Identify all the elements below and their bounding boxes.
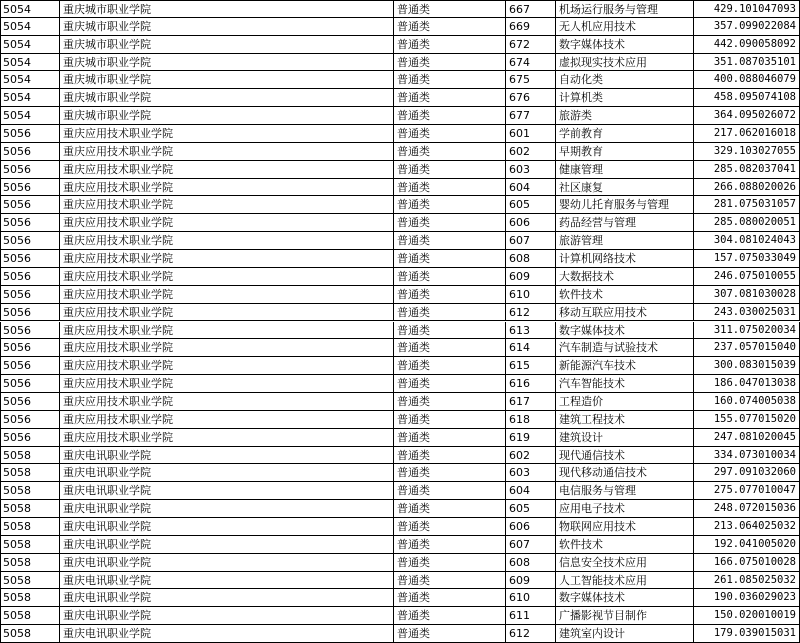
- school-code-cell: 5054: [0, 71, 60, 88]
- major-name-cell: 健康管理: [556, 161, 694, 178]
- score-cell: 217.062016018: [694, 125, 800, 142]
- major-code-cell: 607: [506, 232, 556, 249]
- major-code-cell: 603: [506, 161, 556, 178]
- major-code-cell: 605: [506, 196, 556, 213]
- major-name-cell: 数字媒体技术: [556, 322, 694, 339]
- table-row: [0, 143, 800, 161]
- major-code-cell: 609: [506, 572, 556, 589]
- school-name-cell: 重庆电讯职业学院: [60, 536, 394, 553]
- table-row: [0, 179, 800, 197]
- major-name-cell: 应用电子技术: [556, 500, 694, 517]
- major-name-cell: 旅游管理: [556, 232, 694, 249]
- school-code-cell: 5056: [0, 286, 60, 303]
- school-name-cell: 重庆城市职业学院: [60, 54, 394, 71]
- category-cell: 普通类: [394, 179, 506, 196]
- school-code-cell: 5058: [0, 572, 60, 589]
- score-cell: 458.095074108: [694, 89, 800, 106]
- table-row: [0, 268, 800, 286]
- major-code-cell: 617: [506, 393, 556, 410]
- major-code-cell: 604: [506, 482, 556, 499]
- major-code-cell: 602: [506, 447, 556, 464]
- major-name-cell: 计算机类: [556, 89, 694, 106]
- score-cell: 329.103027055: [694, 143, 800, 160]
- table-row: [0, 232, 800, 250]
- major-name-cell: 机场运行服务与管理: [556, 1, 694, 17]
- major-name-cell: 人工智能技术应用: [556, 572, 694, 589]
- major-name-cell: 新能源汽车技术: [556, 357, 694, 374]
- major-code-cell: 612: [506, 304, 556, 321]
- category-cell: 普通类: [394, 71, 506, 88]
- school-name-cell: 重庆应用技术职业学院: [60, 322, 394, 339]
- category-cell: 普通类: [394, 357, 506, 374]
- major-code-cell: 610: [506, 286, 556, 303]
- school-name-cell: 重庆应用技术职业学院: [60, 304, 394, 321]
- school-code-cell: 5056: [0, 375, 60, 392]
- major-code-cell: 618: [506, 411, 556, 428]
- score-cell: 243.030025031: [694, 304, 800, 321]
- category-cell: 普通类: [394, 589, 506, 606]
- school-name-cell: 重庆城市职业学院: [60, 107, 394, 124]
- table-row: [0, 286, 800, 304]
- table-row: [0, 554, 800, 572]
- category-cell: 普通类: [394, 411, 506, 428]
- table-row: [0, 393, 800, 411]
- school-name-cell: 重庆电讯职业学院: [60, 607, 394, 624]
- table-row: [0, 500, 800, 518]
- category-cell: 普通类: [394, 161, 506, 178]
- school-code-cell: 5054: [0, 89, 60, 106]
- school-name-cell: 重庆应用技术职业学院: [60, 357, 394, 374]
- score-cell: 247.081020045: [694, 429, 800, 446]
- major-code-cell: 619: [506, 429, 556, 446]
- major-code-cell: 677: [506, 107, 556, 124]
- category-cell: 普通类: [394, 214, 506, 231]
- score-cell: 166.075010028: [694, 554, 800, 571]
- table-row: [0, 607, 800, 625]
- category-cell: 普通类: [394, 429, 506, 446]
- school-name-cell: 重庆应用技术职业学院: [60, 214, 394, 231]
- major-code-cell: 603: [506, 464, 556, 481]
- school-name-cell: 重庆应用技术职业学院: [60, 232, 394, 249]
- school-name-cell: 重庆电讯职业学院: [60, 447, 394, 464]
- school-name-cell: 重庆电讯职业学院: [60, 572, 394, 589]
- score-cell: 179.039015031: [694, 625, 800, 642]
- category-cell: 普通类: [394, 250, 506, 267]
- major-name-cell: 信息安全技术应用: [556, 554, 694, 571]
- major-name-cell: 现代通信技术: [556, 447, 694, 464]
- major-name-cell: 药品经营与管理: [556, 214, 694, 231]
- major-code-cell: 601: [506, 125, 556, 142]
- table-row: [0, 625, 800, 643]
- school-name-cell: 重庆应用技术职业学院: [60, 250, 394, 267]
- category-cell: 普通类: [394, 322, 506, 339]
- school-code-cell: 5056: [0, 214, 60, 231]
- category-cell: 普通类: [394, 536, 506, 553]
- school-name-cell: 重庆应用技术职业学院: [60, 393, 394, 410]
- score-cell: 237.057015040: [694, 339, 800, 356]
- major-name-cell: 学前教育: [556, 125, 694, 142]
- score-cell: 285.080020051: [694, 214, 800, 231]
- school-name-cell: 重庆城市职业学院: [60, 1, 394, 17]
- score-cell: 300.083015039: [694, 357, 800, 374]
- category-cell: 普通类: [394, 500, 506, 517]
- score-cell: 186.047013038: [694, 375, 800, 392]
- school-code-cell: 5054: [0, 18, 60, 35]
- school-code-cell: 5056: [0, 304, 60, 321]
- major-name-cell: 早期教育: [556, 143, 694, 160]
- major-name-cell: 汽车智能技术: [556, 375, 694, 392]
- major-code-cell: 616: [506, 375, 556, 392]
- school-code-cell: 5056: [0, 143, 60, 160]
- score-cell: 150.020010019: [694, 607, 800, 624]
- category-cell: 普通类: [394, 18, 506, 35]
- table-row: [0, 589, 800, 607]
- category-cell: 普通类: [394, 107, 506, 124]
- school-name-cell: 重庆电讯职业学院: [60, 482, 394, 499]
- major-name-cell: 婴幼儿托育服务与管理: [556, 196, 694, 213]
- school-code-cell: 5056: [0, 179, 60, 196]
- school-name-cell: 重庆应用技术职业学院: [60, 143, 394, 160]
- school-code-cell: 5056: [0, 268, 60, 285]
- school-name-cell: 重庆城市职业学院: [60, 18, 394, 35]
- table-row: [0, 89, 800, 107]
- score-cell: 213.064025032: [694, 518, 800, 535]
- school-name-cell: 重庆电讯职业学院: [60, 554, 394, 571]
- table-row: [0, 125, 800, 143]
- major-code-cell: 605: [506, 500, 556, 517]
- school-name-cell: 重庆应用技术职业学院: [60, 286, 394, 303]
- major-code-cell: 612: [506, 625, 556, 642]
- school-code-cell: 5056: [0, 339, 60, 356]
- table-row: [0, 250, 800, 268]
- score-cell: 281.075031057: [694, 196, 800, 213]
- major-name-cell: 软件技术: [556, 286, 694, 303]
- major-code-cell: 615: [506, 357, 556, 374]
- category-cell: 普通类: [394, 54, 506, 71]
- major-name-cell: 广播影视节目制作: [556, 607, 694, 624]
- category-cell: 普通类: [394, 36, 506, 53]
- score-cell: 357.099022084: [694, 18, 800, 35]
- major-code-cell: 609: [506, 268, 556, 285]
- school-code-cell: 5056: [0, 411, 60, 428]
- category-cell: 普通类: [394, 482, 506, 499]
- table-row: [0, 214, 800, 232]
- major-code-cell: 613: [506, 322, 556, 339]
- school-code-cell: 5058: [0, 482, 60, 499]
- school-code-cell: 5054: [0, 54, 60, 71]
- school-name-cell: 重庆应用技术职业学院: [60, 411, 394, 428]
- school-code-cell: 5054: [0, 1, 60, 17]
- score-cell: 155.077015020: [694, 411, 800, 428]
- school-code-cell: 5056: [0, 250, 60, 267]
- table-row: [0, 482, 800, 500]
- major-name-cell: 移动互联应用技术: [556, 304, 694, 321]
- score-cell: 190.036029023: [694, 589, 800, 606]
- category-cell: 普通类: [394, 286, 506, 303]
- score-cell: 266.088020026: [694, 179, 800, 196]
- school-code-cell: 5056: [0, 125, 60, 142]
- score-cell: 297.091032060: [694, 464, 800, 481]
- score-cell: 429.101047093: [694, 1, 800, 17]
- major-name-cell: 数字媒体技术: [556, 36, 694, 53]
- school-name-cell: 重庆电讯职业学院: [60, 589, 394, 606]
- school-code-cell: 5058: [0, 518, 60, 535]
- table-row: [0, 536, 800, 554]
- major-code-cell: 611: [506, 607, 556, 624]
- major-name-cell: 社区康复: [556, 179, 694, 196]
- school-code-cell: 5058: [0, 536, 60, 553]
- score-cell: 364.095026072: [694, 107, 800, 124]
- category-cell: 普通类: [394, 232, 506, 249]
- major-code-cell: 606: [506, 518, 556, 535]
- school-code-cell: 5058: [0, 554, 60, 571]
- major-name-cell: 软件技术: [556, 536, 694, 553]
- school-name-cell: 重庆应用技术职业学院: [60, 339, 394, 356]
- table-row: [0, 322, 800, 340]
- score-cell: 160.074005038: [694, 393, 800, 410]
- category-cell: 普通类: [394, 393, 506, 410]
- school-name-cell: 重庆应用技术职业学院: [60, 429, 394, 446]
- category-cell: 普通类: [394, 375, 506, 392]
- major-name-cell: 计算机网络技术: [556, 250, 694, 267]
- table-row: [0, 518, 800, 536]
- school-code-cell: 5056: [0, 393, 60, 410]
- category-cell: 普通类: [394, 125, 506, 142]
- major-name-cell: 无人机应用技术: [556, 18, 694, 35]
- school-name-cell: 重庆应用技术职业学院: [60, 375, 394, 392]
- major-name-cell: 自动化类: [556, 71, 694, 88]
- major-name-cell: 大数据技术: [556, 268, 694, 285]
- school-name-cell: 重庆应用技术职业学院: [60, 179, 394, 196]
- school-name-cell: 重庆城市职业学院: [60, 89, 394, 106]
- category-cell: 普通类: [394, 196, 506, 213]
- score-cell: 442.090058092: [694, 36, 800, 53]
- table-row: [0, 339, 800, 357]
- score-cell: 246.075010055: [694, 268, 800, 285]
- table-row: [0, 357, 800, 375]
- school-code-cell: 5058: [0, 464, 60, 481]
- major-name-cell: 建筑室内设计: [556, 625, 694, 642]
- table-row: [0, 464, 800, 482]
- school-name-cell: 重庆电讯职业学院: [60, 500, 394, 517]
- major-code-cell: 614: [506, 339, 556, 356]
- score-cell: 157.075033049: [694, 250, 800, 267]
- major-name-cell: 旅游类: [556, 107, 694, 124]
- major-name-cell: 电信服务与管理: [556, 482, 694, 499]
- school-name-cell: 重庆电讯职业学院: [60, 625, 394, 642]
- school-code-cell: 5056: [0, 161, 60, 178]
- major-name-cell: 数字媒体技术: [556, 589, 694, 606]
- school-code-cell: 5054: [0, 36, 60, 53]
- school-name-cell: 重庆城市职业学院: [60, 71, 394, 88]
- school-code-cell: 5056: [0, 196, 60, 213]
- table-row: [0, 71, 800, 89]
- score-cell: 307.081030028: [694, 286, 800, 303]
- school-code-cell: 5058: [0, 625, 60, 642]
- category-cell: 普通类: [394, 464, 506, 481]
- category-cell: 普通类: [394, 625, 506, 642]
- score-cell: 351.087035101: [694, 54, 800, 71]
- table-row: [0, 196, 800, 214]
- school-name-cell: 重庆应用技术职业学院: [60, 161, 394, 178]
- category-cell: 普通类: [394, 1, 506, 17]
- table-row: [0, 0, 800, 18]
- school-code-cell: 5056: [0, 429, 60, 446]
- major-name-cell: 虚拟现实技术应用: [556, 54, 694, 71]
- score-cell: 248.072015036: [694, 500, 800, 517]
- major-code-cell: 608: [506, 250, 556, 267]
- major-code-cell: 610: [506, 589, 556, 606]
- category-cell: 普通类: [394, 607, 506, 624]
- major-name-cell: 汽车制造与试验技术: [556, 339, 694, 356]
- category-cell: 普通类: [394, 554, 506, 571]
- school-code-cell: 5056: [0, 322, 60, 339]
- major-name-cell: 物联网应用技术: [556, 518, 694, 535]
- school-code-cell: 5058: [0, 500, 60, 517]
- table-row: [0, 375, 800, 393]
- table-row: [0, 107, 800, 125]
- school-name-cell: 重庆城市职业学院: [60, 36, 394, 53]
- table-row: [0, 54, 800, 72]
- score-cell: 261.085025032: [694, 572, 800, 589]
- major-code-cell: 608: [506, 554, 556, 571]
- school-name-cell: 重庆应用技术职业学院: [60, 196, 394, 213]
- table-row: [0, 447, 800, 465]
- score-cell: 400.088046079: [694, 71, 800, 88]
- table-row: [0, 36, 800, 54]
- major-code-cell: 607: [506, 536, 556, 553]
- table-row: [0, 429, 800, 447]
- score-cell: 311.075020034: [694, 322, 800, 339]
- major-name-cell: 建筑设计: [556, 429, 694, 446]
- school-code-cell: 5058: [0, 447, 60, 464]
- major-name-cell: 工程造价: [556, 393, 694, 410]
- table-row: [0, 572, 800, 590]
- score-cell: 285.082037041: [694, 161, 800, 178]
- score-cell: 192.041005020: [694, 536, 800, 553]
- school-code-cell: 5056: [0, 357, 60, 374]
- school-code-cell: 5058: [0, 607, 60, 624]
- table-row: [0, 161, 800, 179]
- category-cell: 普通类: [394, 447, 506, 464]
- major-code-cell: 675: [506, 71, 556, 88]
- category-cell: 普通类: [394, 339, 506, 356]
- score-cell: 334.073010034: [694, 447, 800, 464]
- category-cell: 普通类: [394, 304, 506, 321]
- category-cell: 普通类: [394, 572, 506, 589]
- category-cell: 普通类: [394, 268, 506, 285]
- school-name-cell: 重庆电讯职业学院: [60, 518, 394, 535]
- major-name-cell: 现代移动通信技术: [556, 464, 694, 481]
- major-code-cell: 676: [506, 89, 556, 106]
- major-code-cell: 667: [506, 1, 556, 17]
- school-name-cell: 重庆电讯职业学院: [60, 464, 394, 481]
- category-cell: 普通类: [394, 89, 506, 106]
- major-code-cell: 672: [506, 36, 556, 53]
- major-code-cell: 669: [506, 18, 556, 35]
- category-cell: 普通类: [394, 518, 506, 535]
- school-code-cell: 5058: [0, 589, 60, 606]
- school-name-cell: 重庆应用技术职业学院: [60, 268, 394, 285]
- table-row: [0, 18, 800, 36]
- school-name-cell: 重庆应用技术职业学院: [60, 125, 394, 142]
- major-code-cell: 606: [506, 214, 556, 231]
- major-code-cell: 674: [506, 54, 556, 71]
- major-code-cell: 602: [506, 143, 556, 160]
- major-name-cell: 建筑工程技术: [556, 411, 694, 428]
- table-row: [0, 411, 800, 429]
- score-cell: 275.077010047: [694, 482, 800, 499]
- table-row: [0, 304, 800, 322]
- school-code-cell: 5054: [0, 107, 60, 124]
- category-cell: 普通类: [394, 143, 506, 160]
- school-code-cell: 5056: [0, 232, 60, 249]
- score-cell: 304.081024043: [694, 232, 800, 249]
- major-code-cell: 604: [506, 179, 556, 196]
